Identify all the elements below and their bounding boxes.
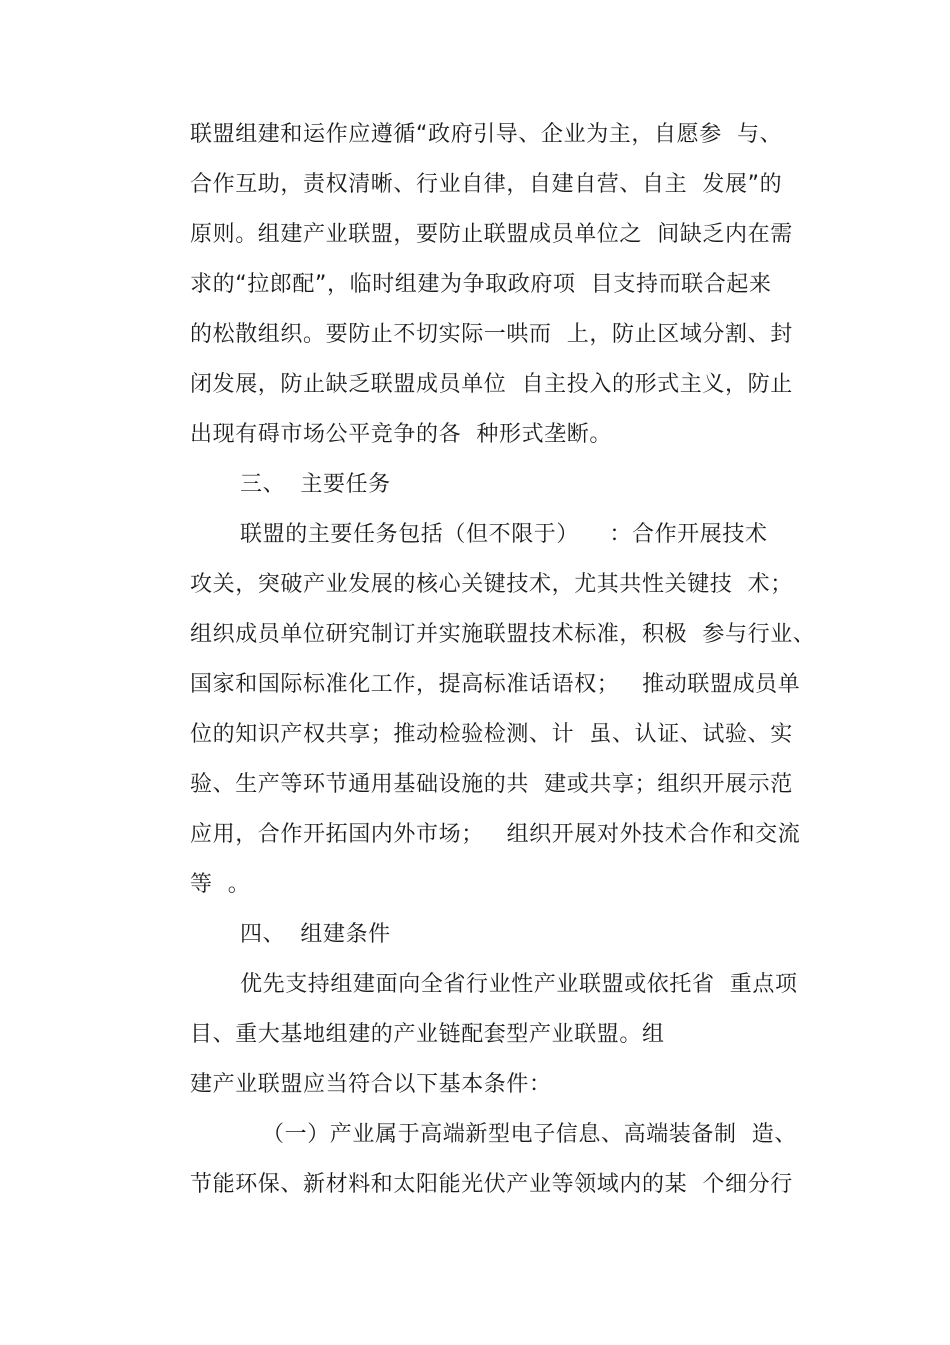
text-line: 节能环保、新材料和太阳能光伏产业等领域内的某 个细分行	[190, 1172, 793, 1197]
text-line: 等 。	[190, 872, 251, 897]
text-line: 求的“拉郎配”，临时组建为争取政府项 目支持而联合起来	[190, 272, 772, 297]
text-line: 国家和国际标准化工作，提高标准话语权； 推动联盟成员单	[190, 672, 801, 697]
text-line: 联盟的主要任务包括（但不限于） ：合作开展技术	[240, 522, 768, 547]
text-line: 联盟组建和运作应遵循“政府引导、企业为主，自愿参 与、	[190, 122, 783, 147]
text-line: 建产业联盟应当符合以下基本条件：	[190, 1072, 552, 1097]
section-heading: 四、 组建条件	[240, 922, 391, 947]
text-line: 目、重大基地组建的产业链配套型产业联盟。组	[190, 1022, 665, 1047]
text-line: （一）产业属于高端新型电子信息、高端装备制 造、	[262, 1122, 797, 1147]
text-line: 应用，合作开拓国内外市场； 组织开展对外技术合作和交流	[190, 822, 801, 847]
text-line: 攻关，突破产业发展的核心关键技术，尤其共性关键技 术；	[190, 572, 793, 597]
text-line: 原则。组建产业联盟，要防止联盟成员单位之 间缺乏内在需	[190, 222, 793, 247]
text-line: 组织成员单位研究制订并实施联盟技术标准，积极 参与行业、	[190, 622, 816, 647]
text-line: 位的知识产权共享；推动检验检测、计 虽、认证、试验、实	[190, 722, 793, 747]
text-line: 闭发展，防止缺乏联盟成员单位 自主投入的形式主义，防止	[190, 372, 793, 397]
text-line: 验、生产等环节通用基础设施的共 建或共享；组织开展示范	[190, 772, 793, 797]
text-line: 出现有碍市场公平竞争的各 种形式垄断。	[190, 422, 612, 447]
text-line: 合作互助，责权清晰、行业自律，自建自营、自主 发展”的	[190, 172, 783, 197]
text-line: 的松散组织。要防止不切实际一哄而 上，防止区域分割、封	[190, 322, 793, 347]
text-line: 优先支持组建面向全省行业性产业联盟或依托省 重点项	[240, 972, 798, 997]
section-heading: 三、 主要任务	[240, 472, 391, 497]
